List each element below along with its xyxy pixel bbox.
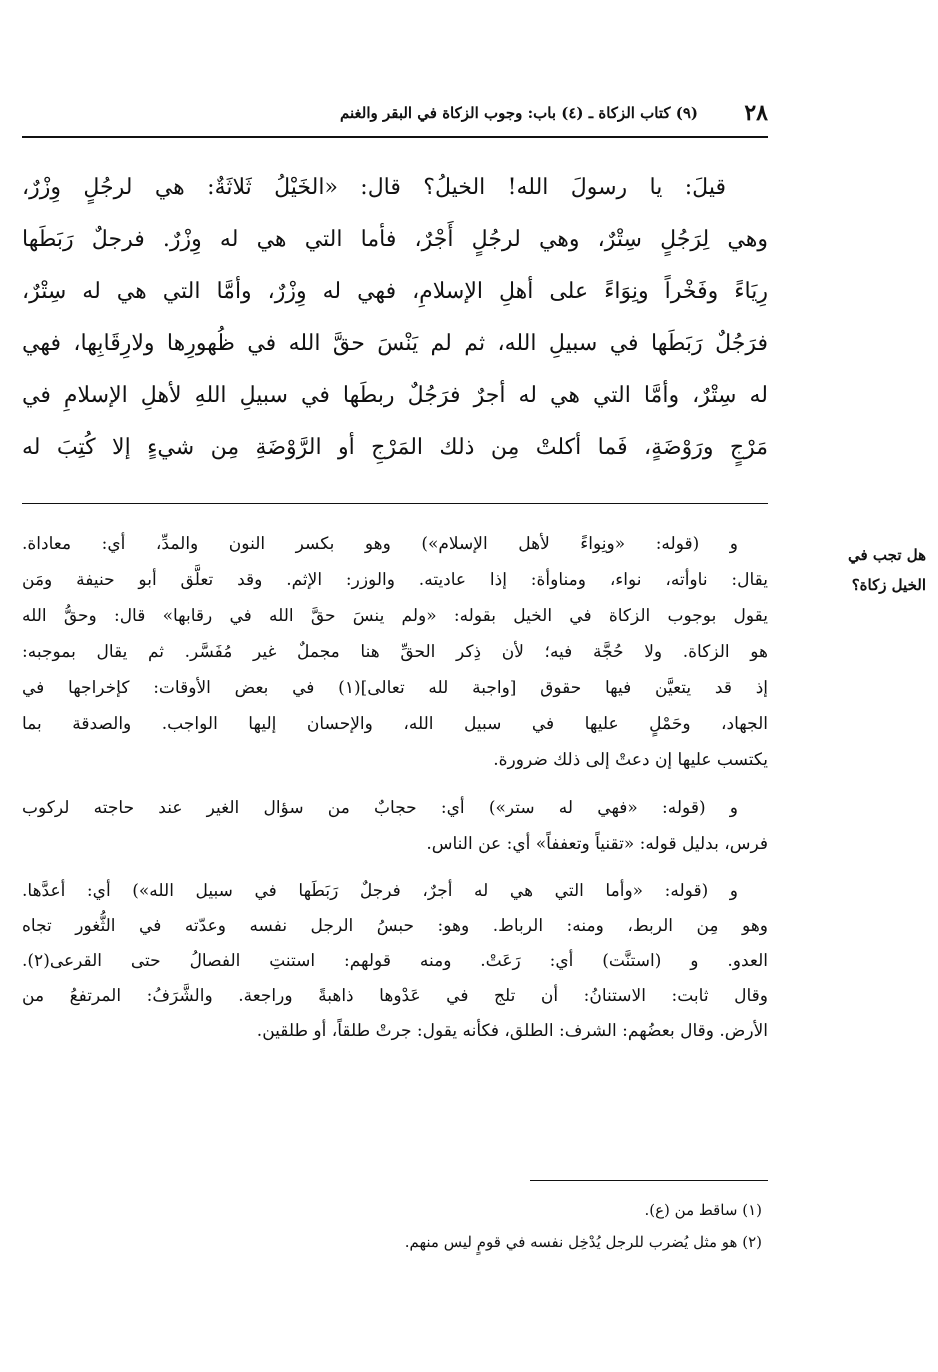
commentary-line: إذ قد يتعيَّن فيها حقوق [واجبة لله تعالى](١) في بعض الأوقات: كإخراجها في [22,678,768,698]
commentary-line: الجهاد، وحَمْلٍ عليها في سبيل الله، والإحسان إليها الواجب. والصدقة بما [22,714,768,734]
margin-note-line: هل تجب في [848,546,926,564]
section-divider [22,503,768,504]
commentary-line: وهو مِن الربط، ومنه: الرباط. وهو: حبسُ الرجل نفسه وعدّته في الثُّغور تجاه [22,916,768,936]
page-header [22,100,768,130]
footnote: (٢) هو مثل يُضرب للرجل يُدْخِل نفسه في قومٍ ليس منهم. [404,1233,762,1251]
page-number: ٢٨ [744,100,768,126]
commentary-paragraph [22,874,768,1049]
commentary-line: يقول بوجوب الزكاة في الخيل بقوله: «ولم ينسَ حقَّ الله في رقابها» قال: وحقُّ الله [22,606,768,626]
commentary-paragraph [22,790,768,862]
commentary-line: و (قوله: «فهي له ستر») أي: حجابٌ من سؤال الغير عند حاجته لركوب [22,798,738,818]
commentary-line: الأرض. وقال بعضُهم: الشرف: الطلق، فكأنه يقول: جرتْ طلقاً، أو طلقين. [256,1021,768,1041]
commentary-line: يكتسب عليها إن دعتْ إلى ذلك ضرورة. [493,750,768,770]
commentary-line: العدو. و (استنَّت) أي: رَعَتْ. ومنه قولهم: استنتِ الفصالُ حتى القرعى(٢). [22,951,768,971]
commentary-line: يقال: ناوأته، نواء، ومناوأة: إذا عاديته. والوزر: الإثم. وقد تعلَّق أبو حنيفة ومَن [22,570,768,590]
running-title: (٩) كتاب الزكاة ـ (٤) باب: وجوب الزكاة في البقر والغنم [340,104,698,122]
commentary-line: فرس، بدليل قوله: «تقنياً وتعففاً» أي: عن الناس. [426,834,768,854]
footnote-rule [530,1180,768,1181]
hadith-line: وهي لِرَجُلٍ سِتْرٌ، وهي لرجُلٍ أَجْرٌ، فأما التي هي له وِزْرٌ. فرجلٌ رَبَطَها [22,227,768,252]
hadith-line: رِيَاءً وفَخْراً ونِوَاءً على أهلِ الإسلامِ، فهي له وِزْرٌ، وأمَّا التي هي له سِتْرٌ، [22,279,768,304]
hadith-line: له سِتْرٌ، وأمَّا التي هي له أجرٌ فرَجُلٌ ربطَها في سبيلِ اللهِ لأهلِ الإسلامِ في [22,383,768,408]
commentary-line: هو الزكاة. ولا حُجَّة فيه؛ لأن ذِكر الحقِّ هنا مجملٌ غير مُفَسَّر. ثم يقال بموجبه: [22,642,768,662]
commentary-line: و (قوله: «ونِواءً لأهل الإسلام») وهو بكسر النون والمدِّ، أي: معاداة. [22,534,738,554]
margin-note-line: الخيل زكاة؟ [851,576,926,594]
commentary-line: وقال ثابت: الاستنانُ: أن تلج في عَدْوها ذاهبةً وراجعة. والشَّرَفُ: المرتفعُ من [22,986,768,1006]
hadith-text [22,162,768,474]
commentary [22,526,768,1061]
footnote: (١) ساقط من (ع). [644,1201,762,1219]
commentary-paragraph [22,526,768,778]
footnotes [22,1194,768,1258]
hadith-line: قيلَ: يا رسولَ الله! الخيلُ؟ قال: «الخَيْلُ ثَلاثَةٌ: هي لرجُلٍ وِزْرٌ، [22,175,726,200]
header-rule [22,136,768,138]
hadith-line: مَرْجٍ ورَوْضَةٍ، فَما أكلتْ مِن ذلك المَرْجِ أو الرَّوْضَةِ مِن شيءٍ إلا كُتِبَ له [22,435,768,460]
commentary-line: و (قوله: «وأما التي هي له أجرٌ، فرجلٌ رَبَطَها في سبيل الله») أي: أعدَّها. [22,881,738,901]
hadith-line: فرَجُلٌ رَبَطَها في سبيلِ الله، ثم لم يَنْسَ حقَّ الله في ظُهورِها ولارِقَابِها، فهي [22,331,768,356]
margin-note [796,540,926,600]
